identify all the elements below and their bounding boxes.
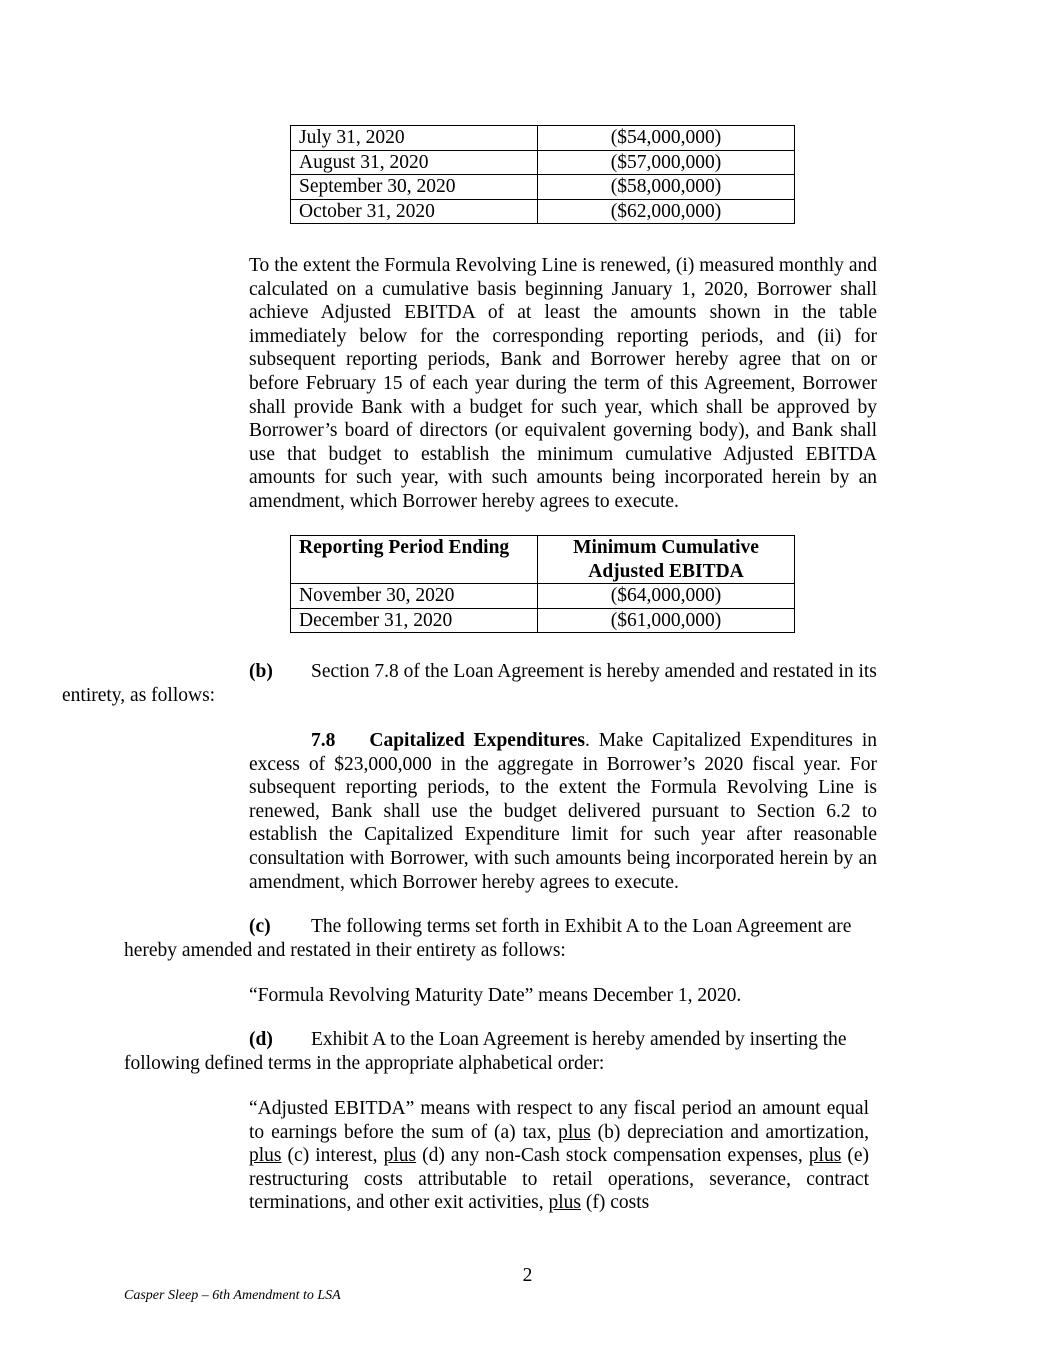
definition-text: (f) costs — [580, 1192, 650, 1214]
table-row — [291, 175, 795, 200]
adjusted-ebitda-covenant-paragraph: To the extent the Formula Revolving Line is renewed, (i) measured monthly and calculated on a cumulative basis beginning January 1, 2020, Borrower shall achieve Adjusted EBITDA of at least the amounts shown in the table immediately below for the corresponding reporting periods, and (ii) for subsequent reporting periods, Bank and Borrower hereby agree that on or before February 15 of each year during the term of this Agreement, Borrower shall provide Bank with a budget for such year, which shall be approved by Borrower’s board of directors (or equivalent governing body), and Bank shall use that budget to establish the minimum cumulative Adjusted EBITDA amounts for such year, with such amounts being incorporated herein by an amendment, which Borrower hereby agrees to execute. — [249, 255, 877, 512]
table-cell-date: December 31, 2020 — [291, 608, 538, 633]
table-cell-date: July 31, 2020 — [291, 126, 538, 151]
plus-term: plus — [548, 1192, 581, 1214]
plus-term: plus — [383, 1145, 417, 1167]
document-footer: Casper Sleep – 6th Amendment to LSA — [124, 1288, 341, 1303]
page-number: 2 — [522, 1265, 533, 1286]
section-b-label: (b) — [249, 661, 273, 682]
table-cell-amount: ($57,000,000) — [538, 150, 795, 175]
definition-text: (b) depreciation and amortization, — [590, 1121, 869, 1143]
table-row — [291, 150, 795, 175]
plus-term: plus — [249, 1145, 282, 1167]
section-c-text: The following terms set forth in Exhibit A to the Loan Agreement are — [311, 916, 852, 937]
table-cell-date: October 31, 2020 — [291, 199, 538, 224]
table-cell-amount: ($62,000,000) — [538, 199, 795, 224]
table-cell-amount: ($61,000,000) — [538, 608, 795, 633]
section-7-8-paragraph — [249, 729, 877, 894]
table-cell-amount: ($58,000,000) — [538, 175, 795, 200]
formula-revolving-maturity-date-definition: “Formula Revolving Maturity Date” means December 1, 2020. — [249, 985, 742, 1006]
definition-text: (d) any non-Cash stock compensation expenses, — [416, 1145, 809, 1167]
section-c-continuation: hereby amended and restated in their entirety as follows: — [124, 940, 566, 961]
table-cell-date: August 31, 2020 — [291, 150, 538, 175]
table-cell-amount: ($64,000,000) — [538, 584, 795, 609]
section-c-label: (c) — [249, 916, 271, 937]
section-7-8-text: . Make Capitalized Expenditures in excess of $23,000,000 in the aggregate in Borrower’s 2020 fiscal year. For subsequent reporting periods, to the extent the Formula Revolving Line is renewed, Bank shall use the budget delivered pursuant to Section 6.2 to establish the Capitalized Expenditure limit for such year after reasonable consultation with Borrower, with such amounts being incorporated herein by an amendment, which Borrower hereby agrees to execute. — [249, 730, 877, 893]
covenant-table-2 — [290, 535, 795, 633]
section-d-label: (d) — [249, 1029, 273, 1050]
section-d-continuation: following defined terms in the appropriate alphabetical order: — [124, 1053, 605, 1074]
table-row — [291, 126, 795, 151]
table-row — [291, 199, 795, 224]
table-cell-date: September 30, 2020 — [291, 175, 538, 200]
table-header-reporting-period: Reporting Period Ending — [291, 536, 538, 584]
definition-text: (e) restructuring costs attributable to retail operations, severance, contract terminations, and other exit activities, — [249, 1145, 870, 1214]
section-b-continuation: entirety, as follows: — [62, 685, 216, 706]
table-row — [291, 608, 795, 633]
definition-text: “Adjusted EBITDA” means with respect to any fiscal period an amount equal to earnings before the sum of (a) tax, — [249, 1098, 869, 1143]
section-d-text: Exhibit A to the Loan Agreement is hereby amended by inserting the — [311, 1029, 847, 1050]
table-row — [291, 584, 795, 609]
definition-text: (c) interest, — [281, 1145, 384, 1167]
plus-term: plus — [808, 1145, 842, 1167]
section-7-8-title: Capitalized Expenditures — [369, 730, 585, 751]
table-cell-amount: ($54,000,000) — [538, 126, 795, 151]
section-7-8-number: 7.8 — [311, 730, 336, 751]
table-header-row — [291, 536, 795, 584]
covenant-table-1 — [290, 125, 795, 224]
adjusted-ebitda-definition — [249, 1097, 869, 1215]
table-header-minimum-ebitda: Minimum Cumulative Adjusted EBITDA — [538, 536, 795, 584]
plus-term: plus — [558, 1121, 591, 1143]
table-cell-date: November 30, 2020 — [291, 584, 538, 609]
section-b-text: Section 7.8 of the Loan Agreement is hereby amended and restated in its — [311, 661, 877, 682]
